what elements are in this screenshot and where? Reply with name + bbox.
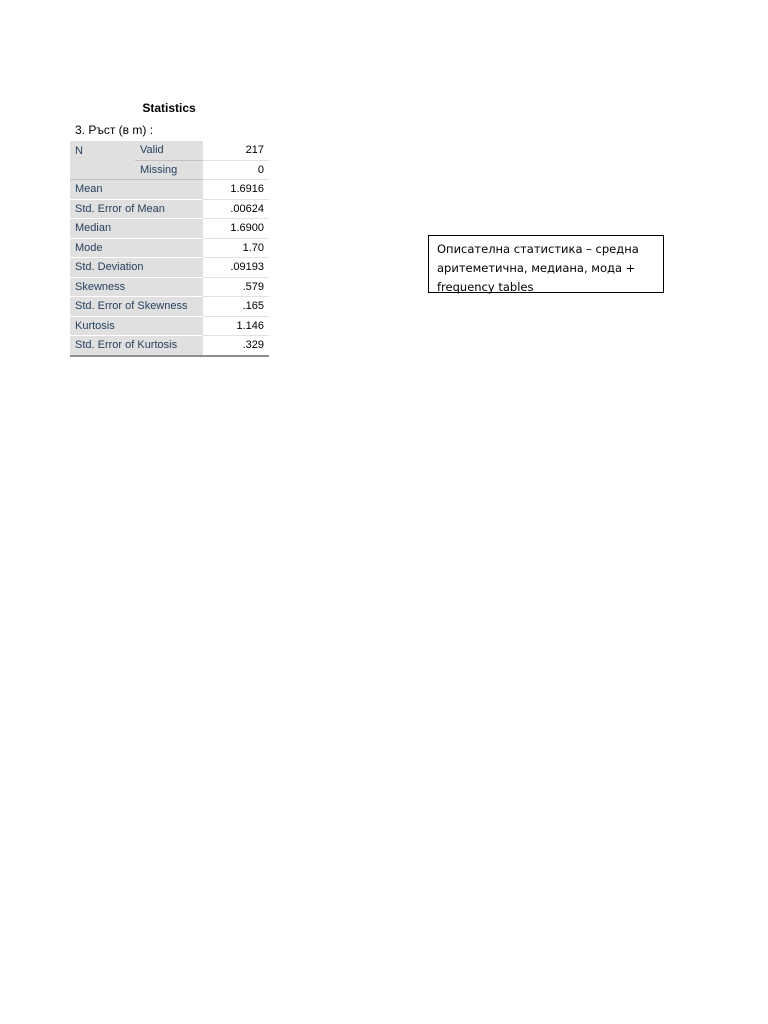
table-row xyxy=(70,199,269,219)
mean-value: 1.6916 xyxy=(203,180,269,200)
std-deviation-value: .09193 xyxy=(203,258,269,278)
table-row xyxy=(70,180,269,200)
std-error-skewness-label: Std. Error of Skewness xyxy=(70,297,203,317)
table-row xyxy=(70,238,269,258)
variable-label: 3. Ръст (в m) : xyxy=(75,123,154,137)
mean-label: Mean xyxy=(70,180,203,200)
table-row xyxy=(70,258,269,278)
table-row xyxy=(70,277,269,297)
valid-label: Valid xyxy=(135,141,203,160)
std-error-mean-label: Std. Error of Mean xyxy=(70,199,203,219)
valid-value: 217 xyxy=(203,141,269,160)
mode-value: 1.70 xyxy=(203,238,269,258)
median-label: Median xyxy=(70,219,203,239)
table-row xyxy=(70,141,269,160)
note-textbox: Описателна статистика – средна аритеметична, медиана, мода + frequency tables xyxy=(428,235,664,293)
missing-value: 0 xyxy=(203,160,269,180)
table-row xyxy=(70,297,269,317)
kurtosis-label: Kurtosis xyxy=(70,316,203,336)
missing-label: Missing xyxy=(135,160,203,180)
table-row xyxy=(70,219,269,239)
std-error-kurtosis-label: Std. Error of Kurtosis xyxy=(70,336,203,356)
statistics-table xyxy=(70,141,269,357)
skewness-value: .579 xyxy=(203,277,269,297)
kurtosis-value: 1.146 xyxy=(203,316,269,336)
table-row xyxy=(70,316,269,336)
median-value: 1.6900 xyxy=(203,219,269,239)
statistics-title: Statistics xyxy=(142,101,196,115)
skewness-label: Skewness xyxy=(70,277,203,297)
n-label: N xyxy=(70,141,135,180)
table-row xyxy=(70,336,269,356)
std-error-kurtosis-value: .329 xyxy=(203,336,269,356)
std-error-mean-value: .00624 xyxy=(203,199,269,219)
std-error-skewness-value: .165 xyxy=(203,297,269,317)
std-deviation-label: Std. Deviation xyxy=(70,258,203,278)
mode-label: Mode xyxy=(70,238,203,258)
